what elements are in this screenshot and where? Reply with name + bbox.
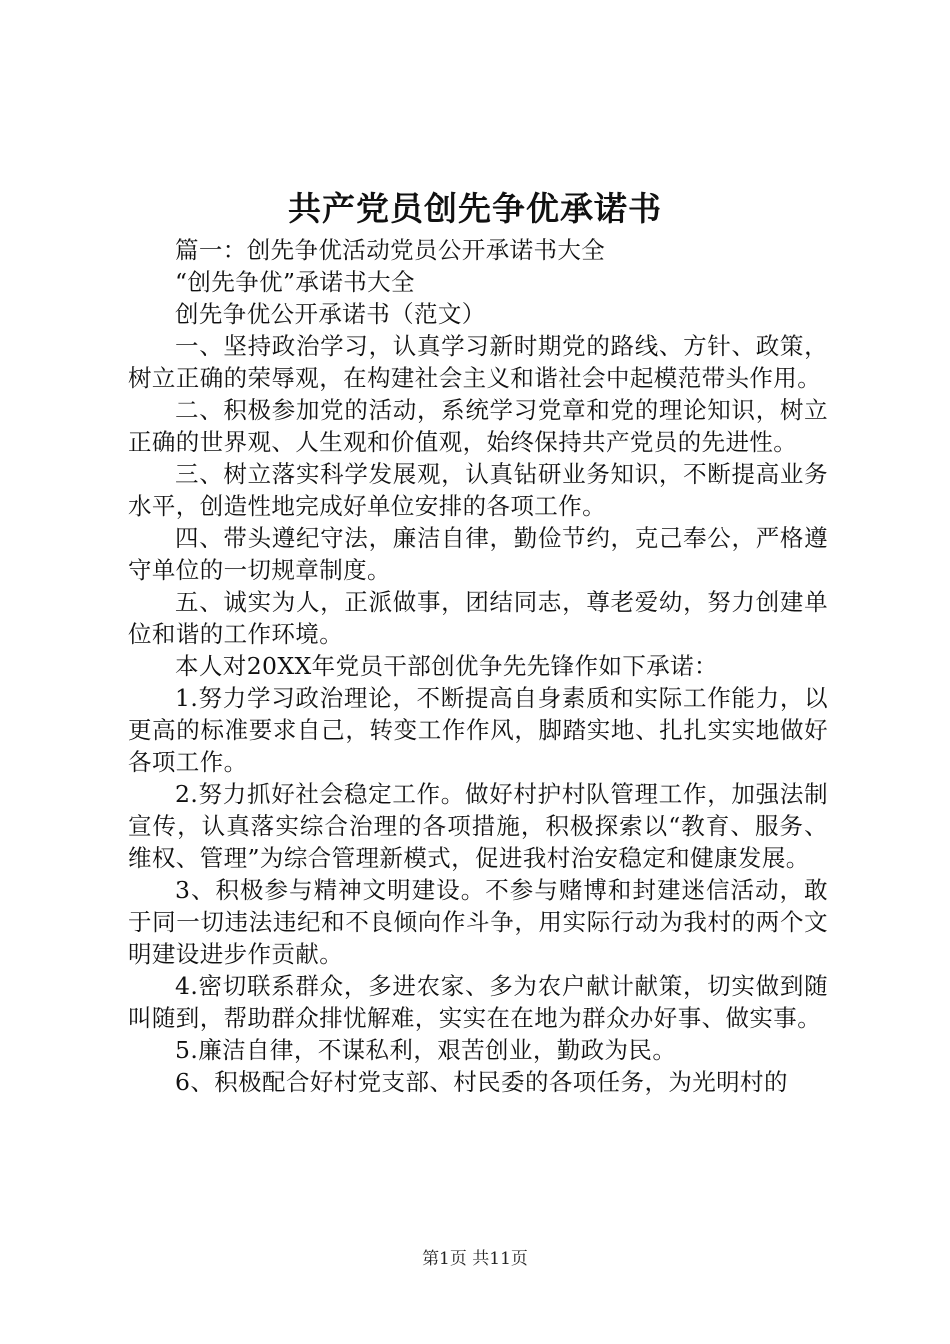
paragraph: 二、积极参加党的活动，系统学习党章和党的理论知识，树立正确的世界观、人生观和价值观，始终保持共产党员的先进性。 [128,396,828,456]
page-number-footer: 第1页 共11页 [422,1249,528,1269]
paragraph: 五、诚实为人，正派做事，团结同志，尊老爱幼，努力创建单位和谐的工作环境。 [128,588,828,648]
paragraph: 3、积极参与精神文明建设。不参与赌博和封建迷信活动，敢于同一切违法违纪和不良倾向作斗争，用实际行动为我村的两个文明建设进步作贡献。 [128,876,828,968]
document-body [128,234,828,1098]
paragraph: 1.努力学习政治理论，不断提高自身素质和实际工作能力，以更高的标准要求自己，转变工作作风，脚踏实地、扎扎实实地做好各项工作。 [128,684,828,776]
paragraph: 三、树立落实科学发展观，认真钻研业务知识，不断提高业务水平，创造性地完成好单位安排的各项工作。 [128,460,828,520]
paragraph: 一、坚持政治学习，认真学习新时期党的路线、方针、政策，树立正确的荣辱观，在构建社会主义和谐社会中起模范带头作用。 [128,332,828,392]
paragraph: 6、积极配合好村党支部、村民委的各项任务，为光明村的 [175,1068,788,1096]
paragraph: 四、带头遵纪守法，廉洁自律，勤俭节约，克己奉公，严格遵守单位的一切规章制度。 [128,524,828,584]
paragraph: 创先争优公开承诺书（范文） [175,300,486,328]
paragraph: 本人对20XX年党员干部创优争先先锋作如下承诺： [175,652,718,680]
document-title: 共产党员创先争优承诺书 [288,189,662,228]
paragraph: 4.密切联系群众，多进农家、多为农户献计献策，切实做到随叫随到，帮助群众排忧解难，实实在在地为群众办好事、做实事。 [128,972,828,1032]
paragraph: “创先争优”承诺书大全 [175,268,415,296]
paragraph: 篇一：创先争优活动党员公开承诺书大全 [175,236,606,264]
paragraph: 2.努力抓好社会稳定工作。做好村护村队管理工作，加强法制宣传，认真落实综合治理的各项措施，积极探索以“教育、服务、维权、管理”为综合管理新模式，促进我村治安稳定和健康发展。 [128,780,828,872]
paragraph: 5.廉洁自律，不谋私利，艰苦创业，勤政为民。 [175,1036,677,1064]
